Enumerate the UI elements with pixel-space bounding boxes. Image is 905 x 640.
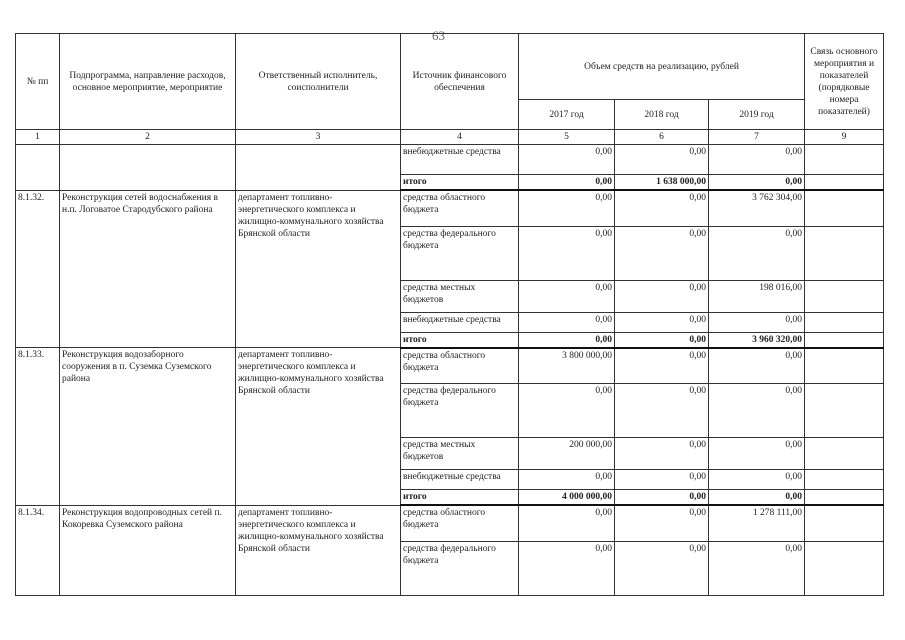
source-cell: внебюджетные средства	[401, 470, 519, 490]
header-link: Связь основного мероприятия и показателей (порядковые номера показателей)	[805, 34, 884, 130]
item-number: 8.1.34.	[16, 505, 60, 595]
value-2019: 0,00	[709, 438, 805, 470]
value-2017: 0,00	[519, 312, 615, 332]
link-cell	[805, 145, 884, 175]
value-2019: 1 278 111,00	[709, 505, 805, 541]
header-executor: Ответственный исполнитель, соисполнители	[236, 34, 401, 130]
table-row	[16, 348, 884, 384]
column-number-row	[16, 130, 884, 145]
item-executor: департамент топливно-энергетического комплекса и жилищно-коммунального хозяйства Брянской области	[236, 505, 401, 595]
link-cell	[805, 384, 884, 438]
item-executor: департамент топливно-энергетического комплекса и жилищно-коммунального хозяйства Брянской области	[236, 190, 401, 348]
link-cell	[805, 332, 884, 348]
value-2017: 0,00	[519, 145, 615, 175]
value-2017: 0,00	[519, 190, 615, 226]
link-cell	[805, 190, 884, 226]
source-cell: средства федерального бюджета	[401, 384, 519, 438]
table-row	[16, 505, 884, 541]
column-number: 1	[16, 130, 60, 145]
column-number: 6	[615, 130, 709, 145]
item-name: Реконструкция сетей водоснабжения в н.п. Логоватое Стародубского района	[60, 190, 236, 348]
column-number: 4	[401, 130, 519, 145]
link-cell	[805, 312, 884, 332]
source-cell: итого	[401, 490, 519, 506]
source-cell: средства областного бюджета	[401, 190, 519, 226]
value-2019: 0,00	[709, 470, 805, 490]
link-cell	[805, 280, 884, 312]
source-cell: итого	[401, 332, 519, 348]
source-cell: внебюджетные средства	[401, 145, 519, 175]
value-2019: 0,00	[709, 312, 805, 332]
value-2017: 0,00	[519, 541, 615, 595]
column-number: 9	[805, 130, 884, 145]
value-2018: 0,00	[615, 332, 709, 348]
item-name: Реконструкция водозаборного сооружения в п. Суземка Суземского района	[60, 348, 236, 506]
executor-cell	[236, 145, 401, 191]
value-2017: 0,00	[519, 470, 615, 490]
value-2018: 0,00	[615, 280, 709, 312]
value-2017: 0,00	[519, 384, 615, 438]
column-number: 5	[519, 130, 615, 145]
value-2018: 0,00	[615, 490, 709, 506]
header-source: Источник финансового обеспечения	[401, 34, 519, 130]
header-2017: 2017 год	[519, 100, 615, 130]
source-cell: средства областного бюджета	[401, 348, 519, 384]
value-2018: 0,00	[615, 312, 709, 332]
link-cell	[805, 541, 884, 595]
value-2019: 0,00	[709, 541, 805, 595]
column-number: 3	[236, 130, 401, 145]
header-2018: 2018 год	[615, 100, 709, 130]
item-number: 8.1.32.	[16, 190, 60, 348]
value-2018: 0,00	[615, 438, 709, 470]
item-number: 8.1.33.	[16, 348, 60, 506]
value-2018: 0,00	[615, 541, 709, 595]
value-2019: 0,00	[709, 226, 805, 280]
value-2018: 0,00	[615, 470, 709, 490]
value-2017: 4 000 000,00	[519, 490, 615, 506]
value-2018: 0,00	[615, 384, 709, 438]
link-cell	[805, 470, 884, 490]
source-cell: средства местных бюджетов	[401, 280, 519, 312]
table-row	[16, 145, 884, 175]
value-2017: 3 800 000,00	[519, 348, 615, 384]
header-program: Подпрограмма, направление расходов, основное мероприятие, мероприятие	[60, 34, 236, 130]
source-cell: средства федерального бюджета	[401, 541, 519, 595]
value-2018: 0,00	[615, 505, 709, 541]
value-2017: 0,00	[519, 226, 615, 280]
value-2017: 0,00	[519, 175, 615, 191]
value-2017: 0,00	[519, 332, 615, 348]
value-2019: 0,00	[709, 175, 805, 191]
item-name: Реконструкция водопроводных сетей п. Кокоревка Суземского района	[60, 505, 236, 595]
value-2019: 3 960 320,00	[709, 332, 805, 348]
link-cell	[805, 175, 884, 191]
name-cell	[60, 145, 236, 191]
link-cell	[805, 490, 884, 506]
value-2019: 0,00	[709, 348, 805, 384]
page-number: 63	[432, 28, 445, 43]
link-cell	[805, 438, 884, 470]
value-2019: 0,00	[709, 145, 805, 175]
link-cell	[805, 348, 884, 384]
value-2018: 0,00	[615, 348, 709, 384]
source-cell: средства федерального бюджета	[401, 226, 519, 280]
link-cell	[805, 505, 884, 541]
header-volume: Объем средств на реализацию, рублей	[519, 34, 805, 100]
table-row	[16, 190, 884, 226]
value-2018: 0,00	[615, 190, 709, 226]
item-executor: департамент топливно-энергетического комплекса и жилищно-коммунального хозяйства Брянской области	[236, 348, 401, 506]
value-2017: 0,00	[519, 505, 615, 541]
header-2019: 2019 год	[709, 100, 805, 130]
value-2018: 1 638 000,00	[615, 175, 709, 191]
budget-table	[15, 33, 884, 596]
value-2019: 0,00	[709, 384, 805, 438]
value-2017: 200 000,00	[519, 438, 615, 470]
value-2017: 0,00	[519, 280, 615, 312]
source-cell: итого	[401, 175, 519, 191]
source-cell: средства местных бюджетов	[401, 438, 519, 470]
column-number: 2	[60, 130, 236, 145]
value-2019: 0,00	[709, 490, 805, 506]
no-cell	[16, 145, 60, 191]
value-2018: 0,00	[615, 145, 709, 175]
source-cell: средства областного бюджета	[401, 505, 519, 541]
link-cell	[805, 226, 884, 280]
source-cell: внебюджетные средства	[401, 312, 519, 332]
value-2018: 0,00	[615, 226, 709, 280]
value-2019: 3 762 304,00	[709, 190, 805, 226]
header-no: № пп	[16, 34, 60, 130]
value-2019: 198 016,00	[709, 280, 805, 312]
column-number: 7	[709, 130, 805, 145]
